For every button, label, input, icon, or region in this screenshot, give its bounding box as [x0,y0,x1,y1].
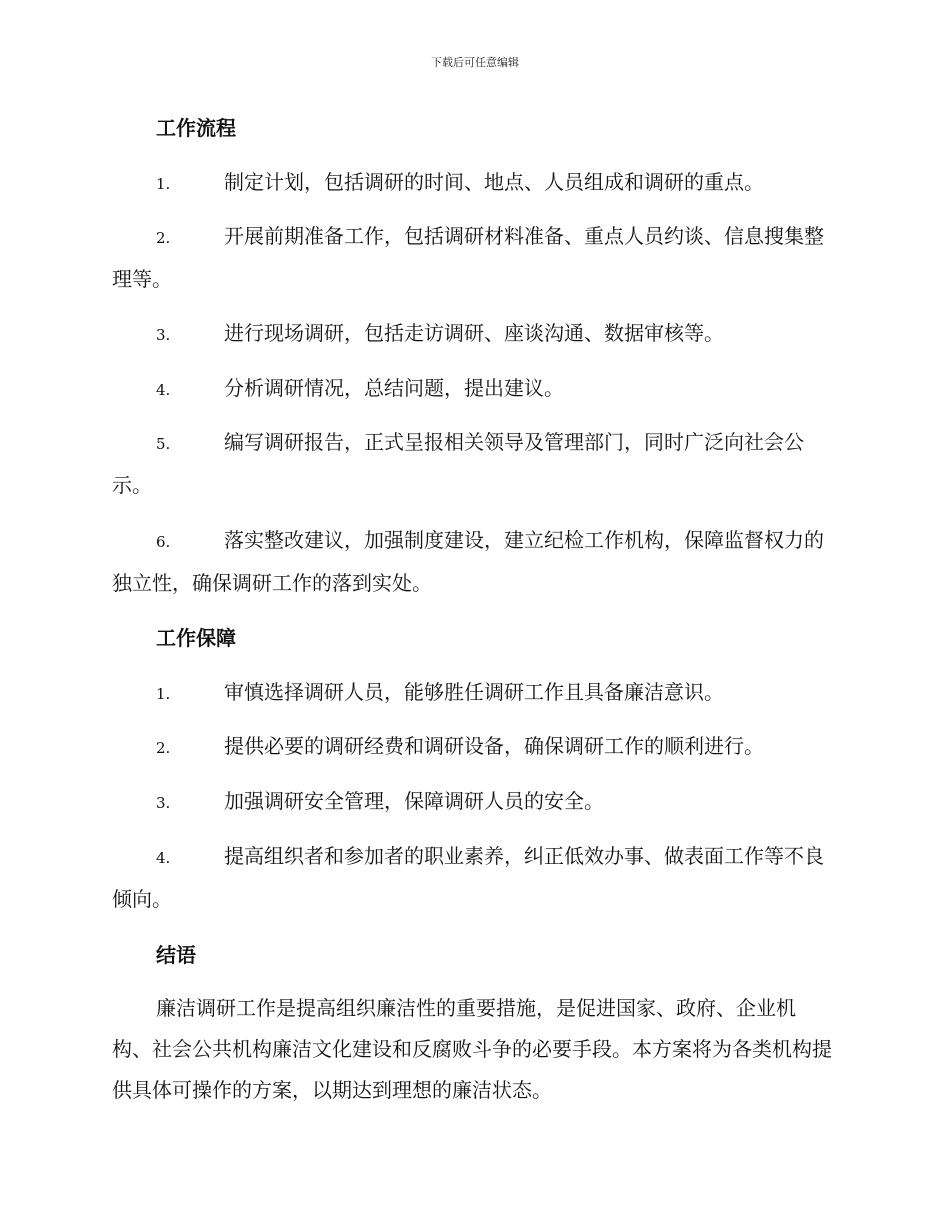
list-item-text: 编写调研报告，正式呈报相关领导及管理部门，同时广泛向社会公示。 [112,430,804,497]
list-item [112,781,834,824]
list-item-number: 3. [156,326,171,344]
list-item-number: 4. [156,849,171,867]
list-item [112,672,834,715]
list-item-text: 进行现场调研，包括走访调研、座谈沟通、数据审核等。 [224,321,724,345]
list-item [112,162,834,205]
page-header: 下载后可任意编辑 [431,56,519,69]
section-heading-guarantee: 工作保障 [156,626,236,650]
list-item-text: 落实整改建议，加强制度建设，建立纪检工作机构，保障监督权力的独立性，确保调研工作的落到实处。 [112,528,824,595]
list-item-number: 5. [156,435,171,453]
list-item [112,313,834,356]
list-item-number: 6. [156,533,171,551]
list-item [112,422,834,506]
list-item-text: 分析调研情况，总结问题，提出建议。 [224,376,564,400]
list-item [112,726,834,769]
list-item-text: 提高组织者和参加者的职业素养，纠正低效办事、做表面工作等不良倾向。 [112,844,824,911]
list-item-number: 3. [156,794,171,812]
conclusion-paragraph: 廉洁调研工作是提高组织廉洁性的重要措施，是促进国家、政府、企业机构、社会公共机构廉洁文化建设和反腐败斗争的必要手段。本方案将为各类机构提供具体可操作的方案，以期达到理想的廉洁状态。 [112,996,832,1102]
list-item [112,216,834,300]
list-item-number: 2. [156,229,171,247]
list-item-text: 加强调研安全管理，保障调研人员的安全。 [224,789,604,813]
list-item-text: 提供必要的调研经费和调研设备，确保调研工作的顺利进行。 [224,734,764,758]
list-item-text: 制定计划，包括调研的时间、地点、人员组成和调研的重点。 [224,170,764,194]
list-item-number: 4. [156,381,171,399]
list-item [112,368,834,411]
list-item-number: 2. [156,739,171,757]
list-item [112,520,834,604]
list-item-number: 1. [156,175,171,193]
list-item [112,836,834,920]
list-item-text: 审慎选择调研人员，能够胜任调研工作且具备廉洁意识。 [224,680,724,704]
section-heading-conclusion: 结语 [156,943,196,967]
section-heading-workflow: 工作流程 [156,116,236,140]
list-item-number: 1. [156,685,171,703]
list-item-text: 开展前期准备工作，包括调研材料准备、重点人员约谈、信息搜集整理等。 [112,224,824,291]
